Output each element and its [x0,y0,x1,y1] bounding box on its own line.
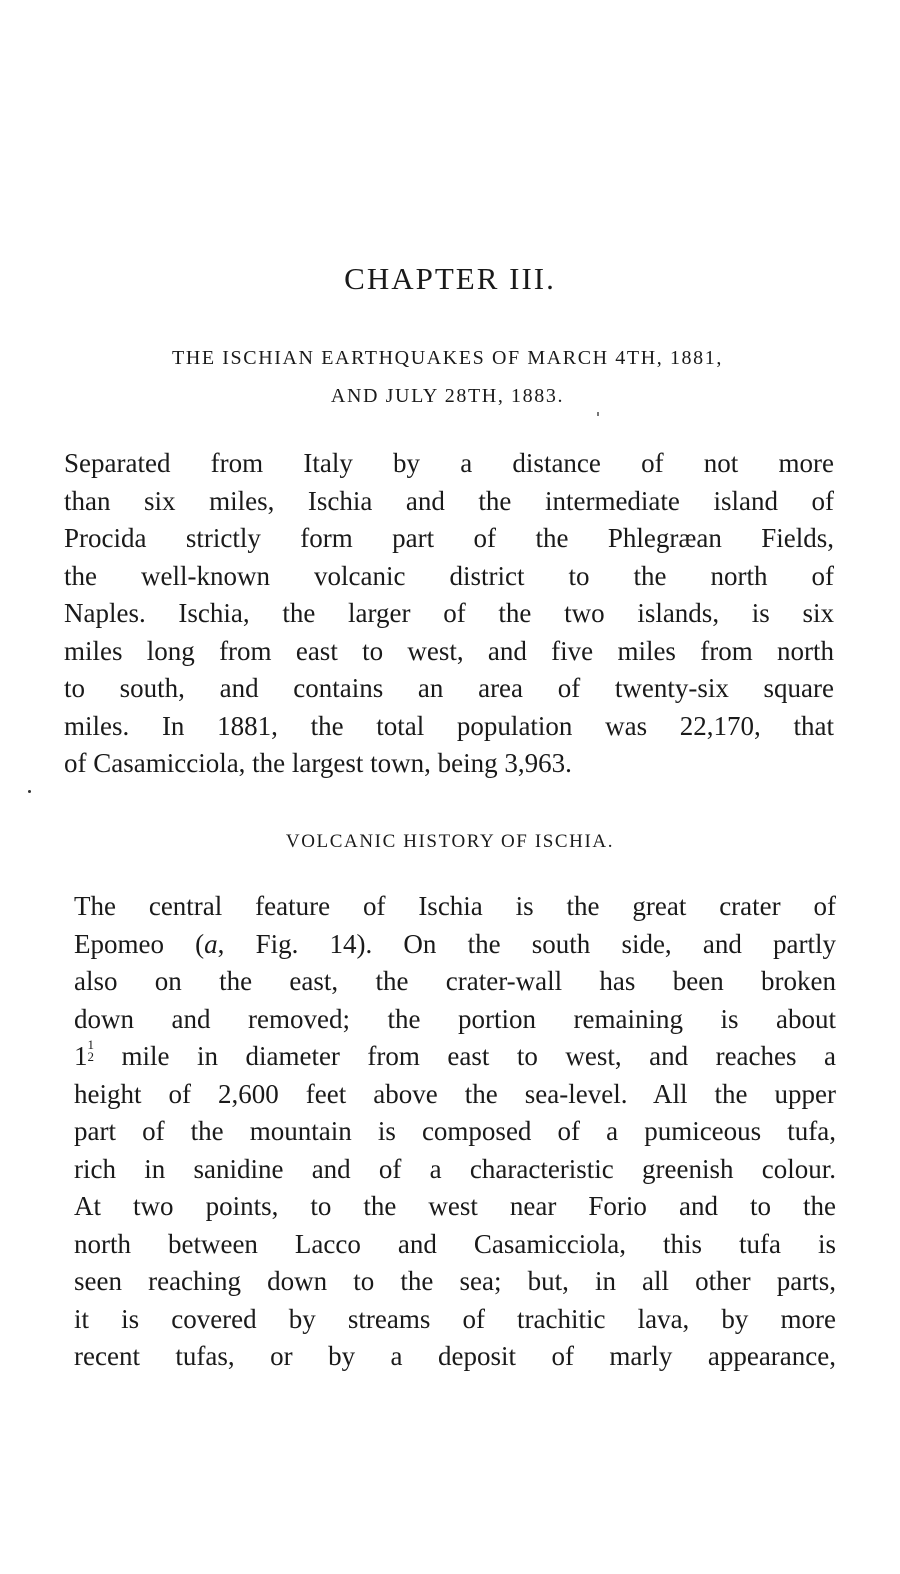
paragraph-line: down and removed; the portion remaining is about [74,1003,836,1034]
fraction-denominator: 2 [87,1049,94,1064]
paragraph-line: of Casamicciola, the largest town, being 3,963. [64,748,572,778]
paragraph-line: 1 1 2 mile in diameter from east to west, and reaches a [74,1037,836,1071]
paragraph-line: Epomeo (a, Fig. 14). On the south side, and partly [74,928,836,959]
paragraph-line: also on the east, the crater-wall has been broken [74,966,836,996]
paragraph-line: recent tufas, or by a deposit of marly appearance, [74,1341,836,1371]
print-speck [597,412,599,416]
print-speck [28,790,31,793]
paragraph-line: The central feature of Ischia is the great crater of [74,891,836,921]
section-heading: VOLCANIC HISTORY OF ISCHIA. [285,831,615,852]
paragraph-volcanic-history [74,888,836,1376]
paragraph-line: the well-known volcanic district to the north of [64,560,834,591]
lead-word: Separated [64,448,171,478]
chapter-subtitle-line-2: AND JULY 28TH, 1883. [330,385,565,407]
paragraph-line: Separated from Italy by a distance of not more [64,448,834,478]
paragraph-line: north between Lacco and Casamicciola, this tufa is [74,1228,836,1259]
paragraph-line: Procida strictly form part of the Phlegræan Fields, [64,523,834,553]
fraction-whole: 1 [74,1041,88,1071]
paragraph-line: miles. In 1881, the total population was 22,170, that [64,710,834,741]
chapter-subtitle [60,339,835,415]
paragraph-line: part of the mountain is composed of a pumiceous tufa, [74,1116,836,1146]
paragraph-line: it is covered by streams of trachitic lava, by more [74,1303,836,1334]
paragraph-line: Naples. Ischia, the larger of the two islands, is six [64,598,834,628]
chapter-title: CHAPTER III. [344,261,556,296]
paragraph-line: rich in sanidine and of a characteristic greenish colour. [74,1153,836,1184]
chapter-subtitle-line-1: THE ISCHIAN EARTHQUAKES OF MARCH 4TH, 1881, [172,347,723,369]
paragraph-line: to south, and contains an area of twenty-six square [64,673,834,703]
paragraph-line: height of 2,600 feet above the sea-level. All the upper [74,1078,836,1109]
paragraph-line: At two points, to the west near Forio and to the [74,1191,836,1221]
paragraph-intro [64,445,834,783]
fraction-numerator: 1 [87,1037,94,1052]
paragraph-line: seen reaching down to the sea; but, in all other parts, [74,1266,836,1296]
paragraph-line: miles long from east to west, and five miles from north [64,635,834,666]
paragraph-line: than six miles, Ischia and the intermediate island of [64,485,834,516]
figure-label-italic: a [204,928,218,959]
